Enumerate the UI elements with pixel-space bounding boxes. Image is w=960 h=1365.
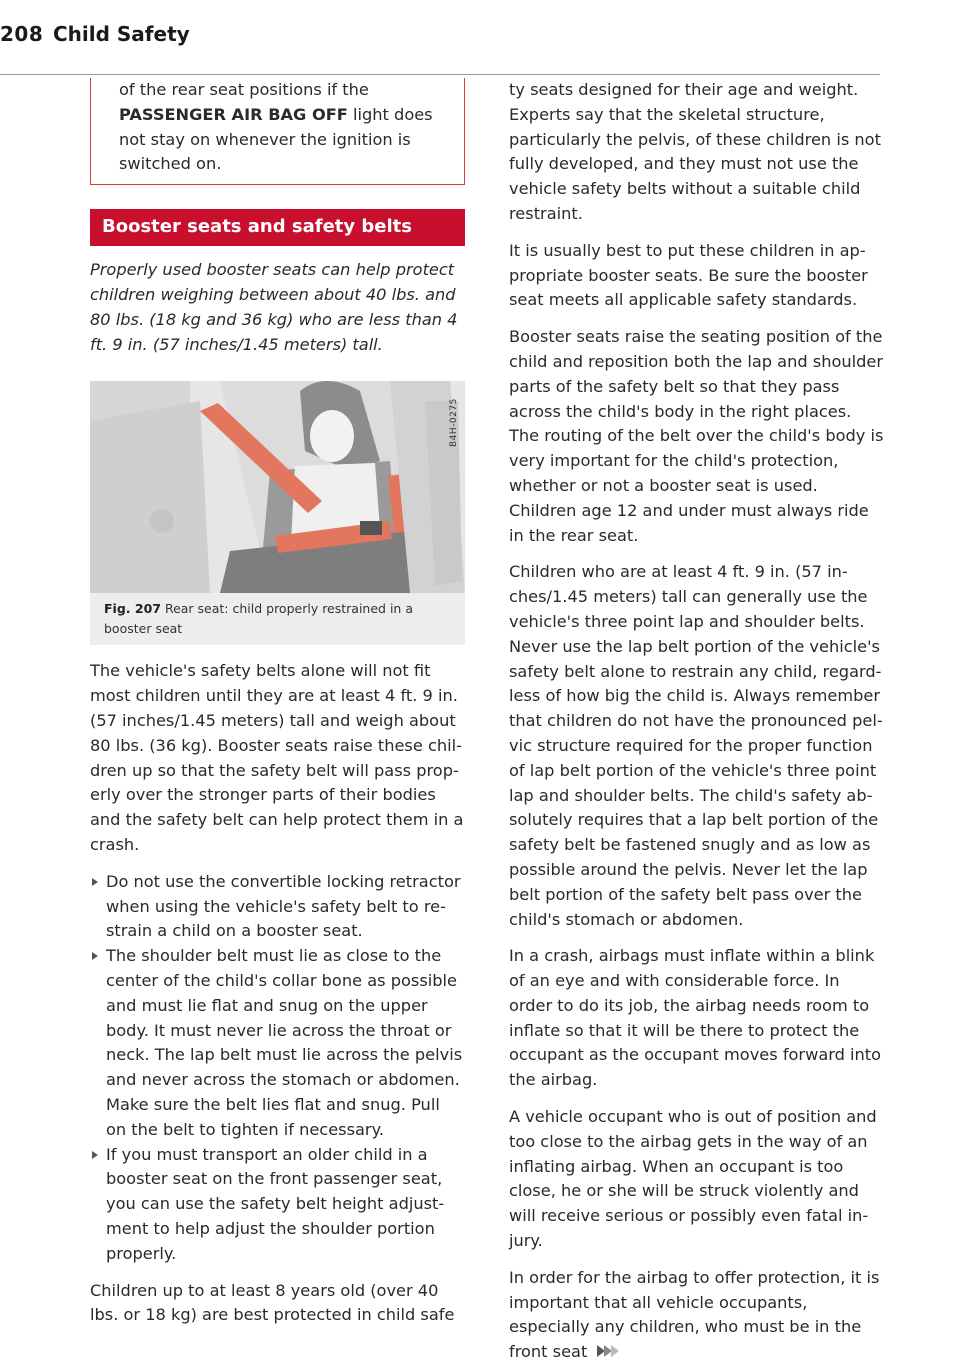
section-title: Child Safety — [53, 22, 190, 46]
bullet-triangle-icon — [92, 952, 98, 960]
left-column — [90, 78, 465, 1328]
body-paragraph: A vehicle occupant who is out of position and too close to the airbag gets in the way of an inflating airbag. When an occupant is too close, he or she will be struck violently and will receive serious or possibly even fatal injury. — [509, 1107, 877, 1251]
body-paragraph: Booster seats raise the seating position of the child and reposition both the lap and shoulder parts of the safety belt so that they pass across the child's body in the right places. The routing of the belt over the child's body is very important for the child's protection, whether or not a booster seat is used. Children age 12 and under must always ride in the rear seat. — [509, 327, 884, 545]
figure-caption — [90, 593, 465, 645]
bullet-item — [90, 870, 465, 944]
body-paragraph: It is usually best to put these children in appropriate booster seats. Be sure the booster seat meets all applicable safety standards. — [509, 240, 868, 310]
bullet-triangle-icon — [92, 878, 98, 886]
bullet-item — [90, 1143, 465, 1267]
bullet-text: Do not use the convertible locking retractor when using the vehicle's safety belt to restrain a child on a booster seat. — [106, 871, 461, 941]
illustration-svg — [90, 381, 465, 593]
figure-code: B4H-0275 — [449, 398, 459, 448]
right-column — [509, 78, 884, 1365]
section-intro: Properly used booster seats can help protect children weighing between about 40 lbs. and 80 lbs. (18 kg and 36 kg) who are less than 4 ft. 9 in. (57 inches/1.45 meters) tall. — [90, 260, 458, 354]
warning-text — [119, 78, 438, 177]
bullet-list — [90, 870, 465, 1267]
figure-caption-text: Rear seat: child properly restrained in a booster seat — [104, 601, 413, 637]
body-paragraph-closing — [509, 1266, 884, 1365]
bullet-text: If you must transport an older child in a booster seat on the front passenger seat, you can use the safety belt height adjustment to help adjust the shoulder portion properly. — [106, 1144, 445, 1263]
figure — [90, 381, 465, 645]
warning-bold-text: PASSENGER AIR BAG OFF — [119, 104, 348, 124]
body-paragraph: In a crash, airbags must inflate within a blink of an eye and with considerable force. In order to do its job, the airbag needs room to inflate so that it will be there to protect the occupant as the occupant moves forward into the airbag. — [509, 946, 882, 1090]
warning-text-before: of the rear seat positions if the — [119, 80, 369, 99]
page-header — [0, 22, 880, 58]
body-paragraph: ty seats designed for their age and weight. Experts say that the skeletal structure, particularly the pelvis, of these children is not fully developed, and they must not use the vehicle safety belts without a suitable child restraint. — [509, 80, 881, 223]
body-paragraph: Children who are at least 4 ft. 9 in. (57 inches/1.45 meters) tall can generally use the vehicle's three point lap and shoulder belts. Never use the lap belt portion of the vehicle's safety belt alone to restrain any child, regardless of how big the child is. Always remember that children do not have the pronounced pelvic structure required for the proper function of lap belt portion of the vehicle's three point lap and shoulder belts. The child's safety absolutely requires that a lap belt portion of the safety belt be fastened snugly and as low as possible around the pelvis. Never let the lap belt portion of the safety belt pass over the child's stomach or abdomen. — [509, 562, 883, 929]
header-divider — [0, 74, 880, 75]
figure-label: Fig. 207 — [104, 601, 161, 617]
body-paragraph-closing: Children up to at least 8 years old (over 40 lbs. or 18 kg) are best protected in child safe — [90, 1280, 455, 1325]
warning-box — [90, 78, 465, 185]
closing-text: In order for the airbag to offer protection, it is important that all vehicle occupants, especially any children, who must be in the front seat — [509, 1267, 880, 1362]
body-paragraph: The vehicle's safety belts alone will not fit most children until they are at least 4 ft. 9 in. (57 inches/1.45 meters) tall and weigh about 80 lbs. (36 kg). Booster seats raise these children up so that the safety belt will pass properly over the stronger parts of their bodies and the safety belt can help protect them in a crash. — [90, 661, 464, 854]
bullet-item — [90, 944, 465, 1142]
page-number: 208 — [0, 22, 44, 46]
booster-seat-illustration — [90, 381, 465, 593]
warning-text-after: light does not stay on whenever the ignition is switched on. — [119, 104, 433, 174]
continue-arrow-icon — [597, 1340, 619, 1365]
bullet-text: The shoulder belt must lie as close to the center of the child's collar bone as possible and must lie flat and snug on the upper body. It must never lie across the throat or neck. The lap belt must lie across the pelvis and never across the stomach or abdomen. Make sure the belt lies flat and snug. Pull on the belt to tighten if necessary. — [106, 946, 463, 1139]
section-heading: Booster seats and safety belts — [90, 209, 465, 246]
bullet-triangle-icon — [92, 1151, 98, 1159]
